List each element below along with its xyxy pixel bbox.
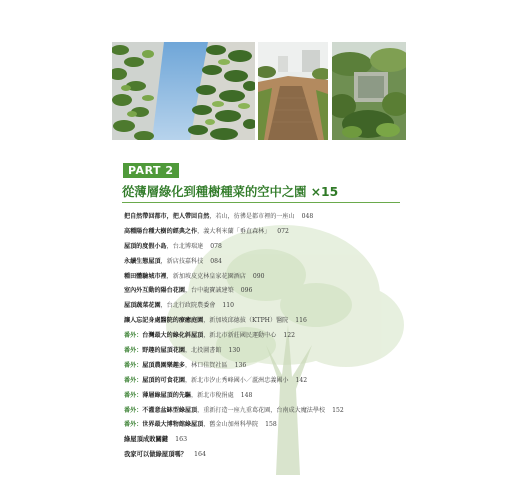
toc-entry-subtitle: ，舊金山加州科學院	[203, 421, 259, 429]
toc-entry-tag: 番外	[124, 332, 137, 340]
toc-entry-page: 130	[228, 347, 241, 355]
toc-entry-page: 096	[240, 287, 253, 295]
toc-entry-subtitle: ，台北博瑞達	[166, 242, 204, 250]
toc-entry-title: 種田體驗城市裡	[124, 272, 167, 280]
toc-entry-page: 148	[240, 391, 253, 399]
extra-entry[interactable]	[124, 433, 414, 448]
toc-entry[interactable]: 番外：屋頂的可食花園，新北市汐止秀峰國小／蘆洲忠義國小 142	[124, 376, 308, 384]
extra-entry-page: 163	[175, 436, 188, 443]
toc-entry-title: 不灌意盆缽型綠屋頂	[142, 406, 198, 414]
toc-entry-title: 屋頂的度假小島	[124, 242, 167, 250]
toc-entry-tag: 番外	[124, 406, 137, 414]
toc-entry[interactable]: 番外：野趣的屋頂花園，北投圖書館 130	[124, 347, 241, 355]
toc-entry-title: 讓人忘記身處醫院的療癒庭園	[124, 317, 204, 325]
toc-entry-page: 084	[210, 257, 222, 265]
toc-entry-subtitle: ，北投圖書館	[184, 347, 222, 355]
part-label: PART 2	[123, 163, 179, 178]
toc-entry-subtitle: ，新店技嘉科技	[160, 257, 204, 265]
toc-entry[interactable]	[124, 240, 414, 255]
toc-entry-title: 屋頂農園樂趣多	[142, 361, 185, 369]
toc-entry-subtitle: ，新北市新莊國民運動中心	[203, 332, 277, 340]
toc-entry-page: 152	[332, 406, 344, 414]
toc-entry-title: 台灣最大的綠化斜屋頂	[142, 332, 204, 340]
toc-entry-subtitle: ，台中龍寶誠建築	[184, 287, 234, 295]
toc-entry[interactable]	[124, 270, 414, 285]
extra-entry[interactable]	[124, 448, 414, 463]
toc-entry-title: 薄層綠屋頂的先驅	[142, 391, 192, 399]
toc-entry-title: 把自然帶回都市，把人帶回自然	[124, 213, 210, 220]
toc-entry[interactable]	[124, 210, 414, 225]
toc-entry-title: 永續生態屋頂	[124, 257, 161, 265]
toc-entry[interactable]	[124, 225, 414, 240]
part-title: 從薄層綠化到種樹種菜的空中之園 ×15	[122, 185, 339, 199]
toc-entry[interactable]: 番外：屋頂農園樂趣多，林口佳賀社區 136	[124, 361, 247, 369]
toc-entry-subtitle: ，新北市汐止秀峰國小／蘆洲忠義國小	[184, 376, 289, 384]
toc-entry-title: 屋頂的可食花園	[142, 376, 185, 384]
toc-entry-page: 122	[283, 332, 295, 340]
table-of-contents	[124, 210, 414, 433]
toc-entry-page: 090	[252, 272, 265, 280]
garden-photo	[332, 42, 406, 140]
toc-entry[interactable]	[124, 255, 414, 270]
toc-entry-tag: 番外	[124, 421, 137, 429]
toc-entry-tag: 番外	[124, 361, 137, 369]
toc-entry[interactable]: 番外：世界最大博物館綠屋頂，舊金山加州科學院 158	[124, 421, 277, 429]
toc-entry[interactable]: 番外：薄層綠屋頂的先驅，新北市稅捐處 148	[124, 391, 253, 399]
toc-entry-title: 世界最大博物館綠屋頂	[142, 421, 204, 429]
toc-entry-page: 158	[265, 421, 277, 429]
toc-entry[interactable]	[124, 299, 414, 314]
toc-entry[interactable]	[124, 284, 414, 299]
toc-entry-tag: 番外	[124, 391, 137, 399]
toc-entry-page: 072	[277, 227, 289, 235]
toc-entry-tag: 番外	[124, 376, 137, 384]
toc-entry-title: 室內外互動的陽台花園	[124, 287, 185, 295]
toc-entry-page: 110	[222, 302, 235, 310]
extra-entry-page: 164	[193, 450, 206, 458]
toc-entry-page: 142	[295, 376, 308, 384]
toc-entry-subtitle: ，台北行政院農委會	[160, 302, 216, 310]
toc-entry[interactable]: 番外：不灌意盆缽型綠屋頂，重新打造一座九重葛花園，台南成大魔法學校 152	[124, 406, 344, 414]
toc-entry-subtitle: ，若山，彷彿是都市裡的一座山	[209, 213, 295, 220]
title-divider	[122, 202, 400, 203]
toc-entry-tag: 番外	[124, 347, 137, 355]
toc-entry-title: 野趣的屋頂花園	[142, 347, 185, 355]
toc-entry-subtitle: ，新加坡邱德拔（KTPH）醫院	[203, 317, 289, 325]
toc-entry[interactable]: 番外：台灣最大的綠化斜屋頂，新北市新莊國民運動中心 122	[124, 332, 295, 340]
toc-entry-title: 高種陽台種大樹的經典之作	[124, 227, 198, 235]
toc-entry-page: 078	[210, 242, 222, 250]
toc-entry-subtitle: ，義大利米蘭「垂直森林」	[197, 227, 271, 235]
photo-strip	[112, 42, 406, 140]
toc-entry-title: 屋頂蔬菜花園	[124, 302, 161, 310]
rooftop-path-photo	[258, 42, 328, 140]
toc-entry-page: 048	[301, 213, 314, 220]
toc-entry[interactable]	[124, 314, 414, 329]
extra-entry-title: 綠屋頂成敗關鍵	[124, 436, 169, 443]
toc-entry-subtitle: ，新北市稅捐處	[191, 391, 234, 399]
vertical-forest-photo	[112, 42, 255, 140]
toc-entry-subtitle: ，林口佳賀社區	[184, 361, 228, 369]
toc-entry-page: 136	[234, 361, 247, 369]
extra-links	[124, 433, 414, 463]
toc-entry-subtitle: ，重新打造一座九重葛花園，台南成大魔法學校	[197, 406, 326, 414]
toc-entry-page: 116	[295, 317, 307, 325]
toc-entry-subtitle: ，新加坡皮克林皇家花園酒店	[166, 272, 246, 280]
extra-entry-title: 我家可以做綠屋頂嗎？	[124, 450, 187, 458]
